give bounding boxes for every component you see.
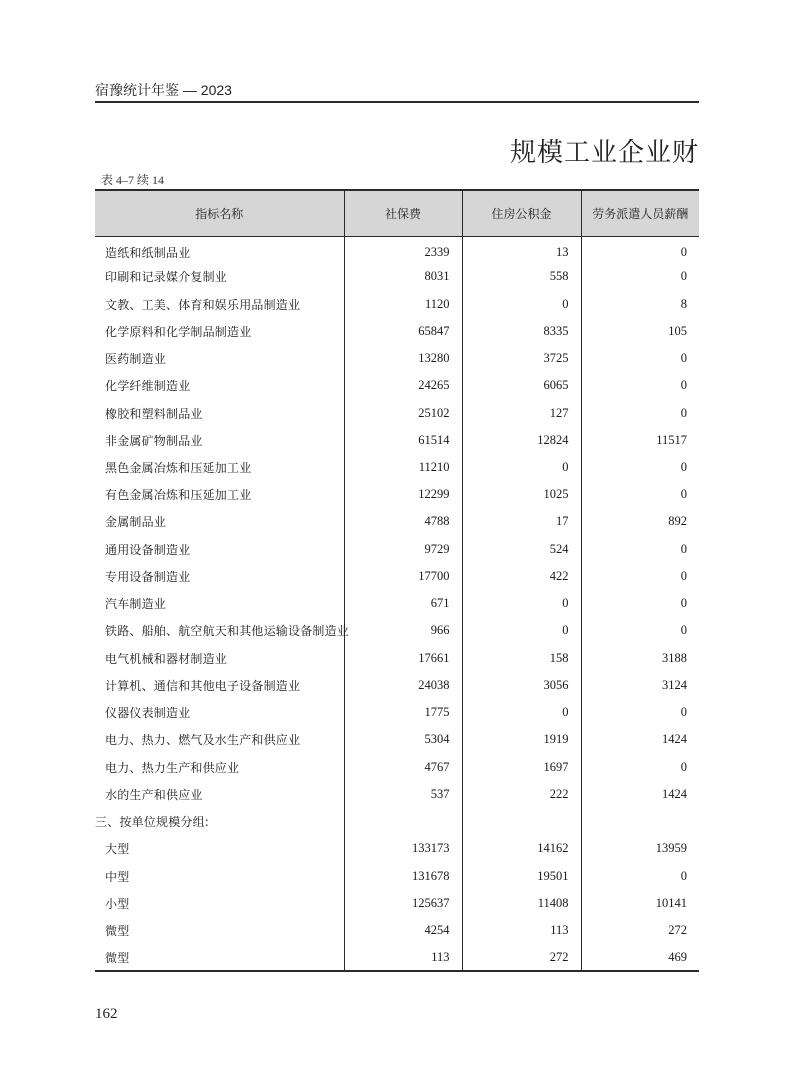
table-row xyxy=(95,345,699,372)
cell-housing-fund: 19501 xyxy=(462,862,581,889)
table-row xyxy=(95,454,699,481)
table-row xyxy=(95,944,699,971)
row-label: 微型 xyxy=(105,923,130,938)
row-label: 通用设备制造业 xyxy=(105,542,191,557)
cell-housing-fund: 3056 xyxy=(462,672,581,699)
table-row xyxy=(95,890,699,917)
cell-dispatch-pay: 0 xyxy=(581,454,699,481)
cell-social-security: 24265 xyxy=(344,372,462,399)
table-row xyxy=(95,835,699,862)
column-header-indicator: 指标名称 xyxy=(95,190,344,236)
row-label: 黑色金属冶炼和压延加工业 xyxy=(105,460,252,475)
cell-dispatch-pay: 3188 xyxy=(581,645,699,672)
cell-social-security: 113 xyxy=(344,944,462,971)
cell-housing-fund: 11408 xyxy=(462,890,581,917)
cell-dispatch-pay: 0 xyxy=(581,481,699,508)
row-label: 三、按单位规模分组: xyxy=(95,815,210,830)
cell-social-security: 11210 xyxy=(344,454,462,481)
cell-dispatch-pay: 0 xyxy=(581,236,699,263)
row-label: 文教、工美、体育和娱乐用品制造业 xyxy=(105,297,301,312)
table-row xyxy=(95,726,699,753)
cell-dispatch-pay: 469 xyxy=(581,944,699,971)
table-row xyxy=(95,645,699,672)
table-row xyxy=(95,399,699,426)
cell-housing-fund: 12824 xyxy=(462,427,581,454)
row-label: 微型 xyxy=(95,944,344,971)
cell-social-security xyxy=(344,808,462,835)
cell-social-security: 671 xyxy=(344,590,462,617)
section-title: 规模工业企业财 xyxy=(509,138,699,168)
cell-dispatch-pay: 10141 xyxy=(581,890,699,917)
table-header-row xyxy=(95,190,699,236)
page-number: 162 xyxy=(95,1006,118,1022)
row-label: 仪器仪表制造业 xyxy=(105,706,191,721)
cell-housing-fund: 524 xyxy=(462,536,581,563)
cell-social-security: 24038 xyxy=(344,672,462,699)
table-row xyxy=(95,508,699,535)
table-row xyxy=(95,427,699,454)
table-row xyxy=(95,753,699,780)
cell-housing-fund: 1025 xyxy=(462,481,581,508)
cell-dispatch-pay: 0 xyxy=(581,753,699,780)
cell-social-security: 61514 xyxy=(344,427,462,454)
cell-housing-fund: 17 xyxy=(462,508,581,535)
cell-social-security: 1775 xyxy=(344,699,462,726)
cell-dispatch-pay: 0 xyxy=(581,536,699,563)
cell-dispatch-pay: 11517 xyxy=(581,427,699,454)
table-label: 表 4–7 续 14 xyxy=(101,173,165,187)
cell-dispatch-pay: 0 xyxy=(581,699,699,726)
cell-dispatch-pay: 892 xyxy=(581,508,699,535)
cell-dispatch-pay: 8 xyxy=(581,290,699,317)
table-row xyxy=(95,699,699,726)
cell-dispatch-pay: 272 xyxy=(581,917,699,944)
row-label: 化学原料和化学制品制造业 xyxy=(105,324,252,339)
cell-housing-fund: 13 xyxy=(462,236,581,263)
cell-social-security: 25102 xyxy=(344,399,462,426)
cell-dispatch-pay: 0 xyxy=(581,263,699,290)
row-label: 铁路、船舶、航空航天和其他运输设备制造业 xyxy=(105,624,350,639)
row-label: 小型 xyxy=(105,896,130,911)
cell-social-security: 9729 xyxy=(344,536,462,563)
table-body xyxy=(95,236,699,971)
table-row xyxy=(95,536,699,563)
row-label: 印刷和记录媒介复制业 xyxy=(105,270,228,285)
data-table xyxy=(95,189,699,972)
row-label: 电力、热力、燃气及水生产和供应业 xyxy=(105,733,301,748)
row-label: 电力、热力生产和供应业 xyxy=(105,760,240,775)
cell-dispatch-pay: 0 xyxy=(581,862,699,889)
table-row xyxy=(95,672,699,699)
cell-housing-fund: 422 xyxy=(462,563,581,590)
cell-social-security: 125637 xyxy=(344,890,462,917)
cell-housing-fund: 6065 xyxy=(462,372,581,399)
cell-dispatch-pay: 0 xyxy=(581,399,699,426)
cell-housing-fund: 0 xyxy=(462,617,581,644)
cell-dispatch-pay: 1424 xyxy=(581,726,699,753)
cell-housing-fund: 1697 xyxy=(462,753,581,780)
cell-dispatch-pay: 13959 xyxy=(581,835,699,862)
cell-housing-fund: 0 xyxy=(462,590,581,617)
table-row xyxy=(95,372,699,399)
table-row xyxy=(95,917,699,944)
cell-social-security: 5304 xyxy=(344,726,462,753)
table-row xyxy=(95,862,699,889)
cell-housing-fund: 3725 xyxy=(462,345,581,372)
cell-housing-fund: 0 xyxy=(462,699,581,726)
table-row xyxy=(95,781,699,808)
cell-housing-fund xyxy=(462,808,581,835)
cell-social-security: 17661 xyxy=(344,645,462,672)
cell-social-security: 4788 xyxy=(344,508,462,535)
cell-dispatch-pay: 0 xyxy=(581,345,699,372)
table-row xyxy=(95,236,699,263)
cell-dispatch-pay xyxy=(581,808,699,835)
row-label: 电气机械和器材制造业 xyxy=(105,651,228,666)
table-row xyxy=(95,808,699,835)
row-label: 造纸和纸制品业 xyxy=(105,246,191,261)
cell-housing-fund: 222 xyxy=(462,781,581,808)
row-label: 计算机、通信和其他电子设备制造业 xyxy=(105,678,301,693)
row-label: 汽车制造业 xyxy=(105,597,167,612)
row-label: 橡胶和塑料制品业 xyxy=(105,406,203,421)
row-label: 化学纤维制造业 xyxy=(105,379,191,394)
cell-dispatch-pay: 3124 xyxy=(581,672,699,699)
cell-social-security: 4767 xyxy=(344,753,462,780)
table-row xyxy=(95,263,699,290)
header-rule xyxy=(95,101,699,103)
table-row xyxy=(95,563,699,590)
cell-social-security: 2339 xyxy=(344,236,462,263)
cell-social-security: 17700 xyxy=(344,563,462,590)
column-header-housing-fund: 住房公积金 xyxy=(462,190,581,236)
cell-housing-fund: 0 xyxy=(462,290,581,317)
row-label: 大型 xyxy=(105,842,130,857)
row-label: 非金属矿物制品业 xyxy=(105,433,203,448)
cell-housing-fund: 272 xyxy=(462,944,581,971)
column-header-dispatch-pay: 劳务派遣人员薪酬 xyxy=(581,190,699,236)
table-row xyxy=(95,617,699,644)
cell-housing-fund: 0 xyxy=(462,454,581,481)
cell-social-security: 4254 xyxy=(344,917,462,944)
cell-dispatch-pay: 1424 xyxy=(581,781,699,808)
table-row xyxy=(95,290,699,317)
cell-housing-fund: 8335 xyxy=(462,318,581,345)
column-header-social-security: 社保费 xyxy=(344,190,462,236)
cell-social-security: 133173 xyxy=(344,835,462,862)
table-row xyxy=(95,590,699,617)
row-label: 医药制造业 xyxy=(105,352,167,367)
cell-social-security: 12299 xyxy=(344,481,462,508)
cell-social-security: 13280 xyxy=(344,345,462,372)
cell-dispatch-pay: 0 xyxy=(581,590,699,617)
running-head: 宿豫统计年鉴 — 2023 xyxy=(95,82,232,98)
row-label: 水的生产和供应业 xyxy=(105,787,203,802)
cell-dispatch-pay: 105 xyxy=(581,318,699,345)
cell-housing-fund: 127 xyxy=(462,399,581,426)
table-row xyxy=(95,318,699,345)
cell-housing-fund: 113 xyxy=(462,917,581,944)
cell-social-security: 966 xyxy=(344,617,462,644)
cell-housing-fund: 158 xyxy=(462,645,581,672)
row-label: 金属制品业 xyxy=(105,515,167,530)
cell-social-security: 131678 xyxy=(344,862,462,889)
cell-social-security: 65847 xyxy=(344,318,462,345)
cell-housing-fund: 558 xyxy=(462,263,581,290)
cell-dispatch-pay: 0 xyxy=(581,563,699,590)
cell-social-security: 1120 xyxy=(344,290,462,317)
table-row xyxy=(95,481,699,508)
cell-dispatch-pay: 0 xyxy=(581,372,699,399)
cell-social-security: 8031 xyxy=(344,263,462,290)
cell-social-security: 537 xyxy=(344,781,462,808)
cell-dispatch-pay: 0 xyxy=(581,617,699,644)
row-label: 中型 xyxy=(105,869,130,884)
row-label: 有色金属冶炼和压延加工业 xyxy=(105,488,252,503)
row-label: 专用设备制造业 xyxy=(105,569,191,584)
cell-housing-fund: 14162 xyxy=(462,835,581,862)
cell-housing-fund: 1919 xyxy=(462,726,581,753)
